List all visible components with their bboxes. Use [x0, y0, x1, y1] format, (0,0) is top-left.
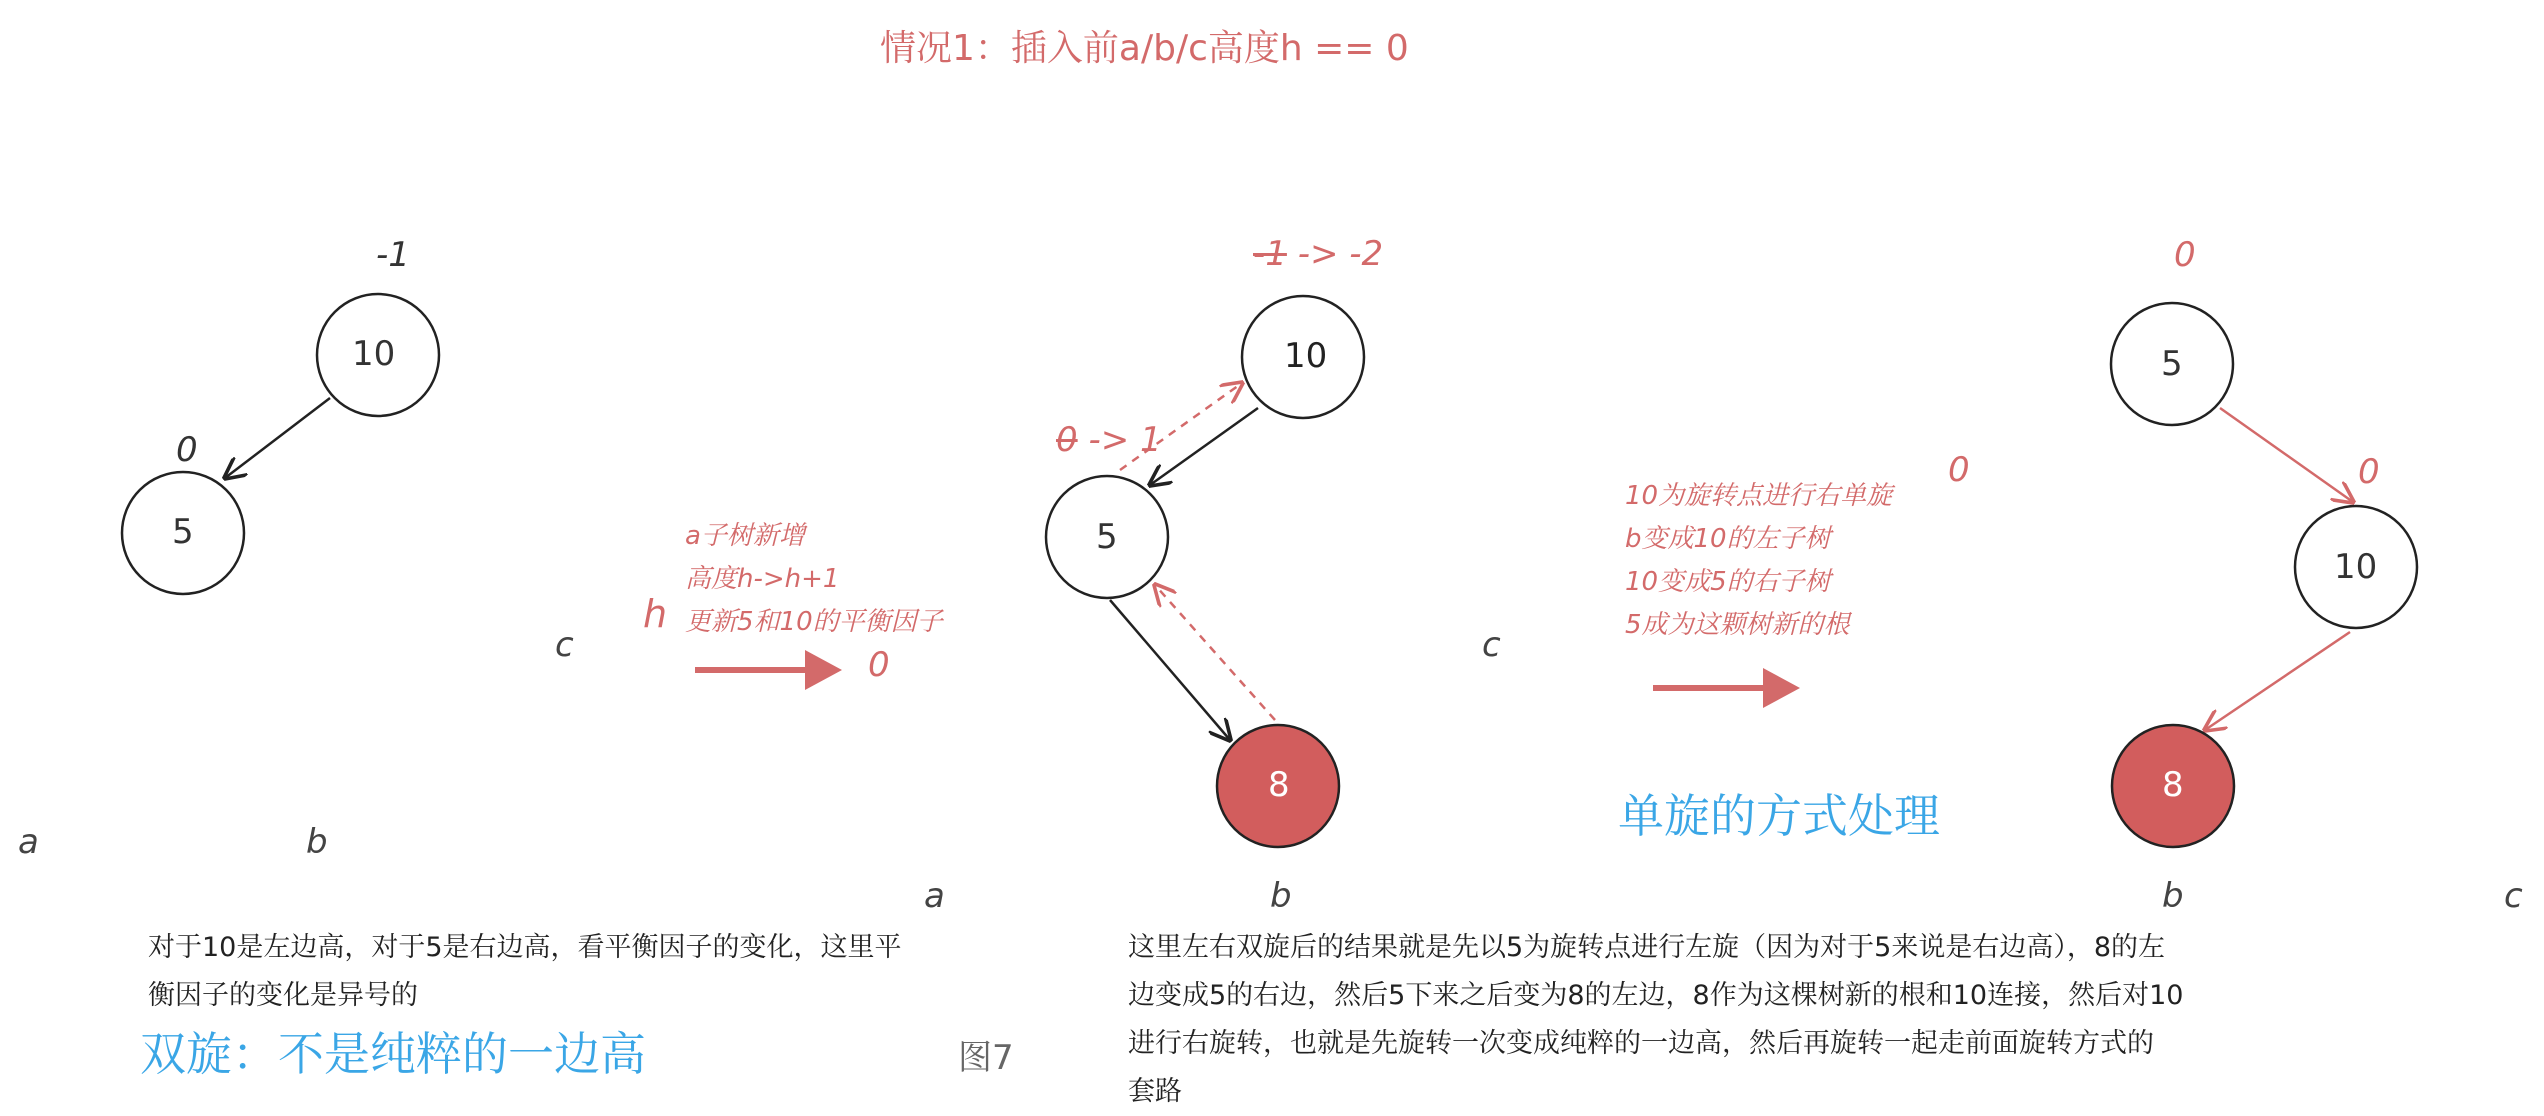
tree3-edge-10-8: [2205, 632, 2350, 730]
middle-note: [685, 515, 943, 644]
tree3-node-5-label: 5: [2161, 344, 2183, 384]
tree3-factor-5: 0: [2174, 235, 2196, 275]
tree3-label-c: c: [2504, 876, 2523, 916]
tree2-factor-10-old: -1: [1253, 234, 1287, 274]
bottom-left-line-2: 衡因子的变化是异号的: [148, 980, 418, 1011]
tree1-factor-10: -1: [376, 235, 410, 275]
tree2-dashed-8-5: [1155, 585, 1275, 720]
diagram-title: 情况1：插入前a/b/c高度h == 0: [880, 28, 1409, 69]
tree3-label-b: b: [2162, 876, 2184, 916]
tree2-node-5-label: 5: [1096, 517, 1118, 557]
tree2-label-b: b: [1270, 876, 1292, 916]
middle-arrow-value: 0: [868, 645, 890, 685]
tree2-factor-5-old: 0: [1056, 420, 1078, 460]
right-note-line-1: 10为旋转点进行右单旋: [1625, 481, 1893, 511]
bottom-right-line-1: 这里左右双旋后的结果就是先以5为旋转点进行左旋（因为对于5来说是右边高），8的左: [1128, 932, 2166, 963]
tree2-edge-10-5: [1150, 408, 1258, 485]
tree3-factor-10: 0: [2358, 452, 2380, 492]
single-rotate-heading: 单旋的方式处理: [1618, 789, 1940, 843]
right-note-line-2: b变成10的左子树: [1625, 524, 1831, 554]
bottom-left-line-1: 对于10是左边高，对于5是右边高，看平衡因子的变化，这里平: [148, 932, 902, 963]
tree2-factor-5: [1056, 420, 1162, 460]
tree2-factor-10: [1253, 234, 1383, 274]
bottom-right-line-4: 套路: [1128, 1076, 1182, 1107]
bottom-right-line-2: 边变成5的右边，然后5下来之后变为8的左边，8作为这棵树新的根和10连接，然后对10: [1128, 980, 2184, 1011]
tree3-node-8-label: 8: [2162, 765, 2184, 805]
bottom-left-text: [148, 924, 902, 1020]
tree1-label-b: b: [306, 822, 328, 862]
right-note-value: 0: [1948, 450, 1970, 490]
middle-note-line-3: 更新5和10的平衡因子: [685, 607, 943, 637]
tree1-label-c: c: [555, 625, 574, 665]
tree1-node-10-label: 10: [352, 334, 396, 374]
bottom-right-text: [1128, 924, 2183, 1116]
tree2-factor-10-new: -> -2: [1286, 234, 1384, 274]
tree1-node-5-label: 5: [172, 512, 194, 552]
figure-label: 图7: [958, 1038, 1014, 1078]
tree3-node-10-label: 10: [2334, 547, 2378, 587]
tree2-label-c: c: [1482, 625, 1501, 665]
tree2-label-a: a: [924, 876, 945, 916]
bottom-right-line-3: 进行右旋转，也就是先旋转一次变成纯粹的一边高，然后再旋转一起走前面旋转方式的: [1128, 1028, 2154, 1059]
double-rotate-heading: 双旋：不是纯粹的一边高: [140, 1027, 646, 1081]
tree2-node-8-label: 8: [1268, 765, 1290, 805]
tree1-label-h: h: [643, 592, 668, 636]
tree1-label-a: a: [18, 822, 39, 862]
middle-arrow-head: [805, 650, 842, 690]
tree2-factor-5-new: -> 1: [1077, 420, 1162, 460]
middle-note-line-2: 高度h->h+1: [685, 564, 840, 594]
right-note-line-3: 10变成5的右子树: [1625, 567, 1831, 597]
tree1-edge-10-5: [225, 398, 330, 478]
tree2-edge-5-8: [1110, 600, 1230, 740]
tree1-factor-5: 0: [176, 430, 198, 470]
tree2-node-10-label: 10: [1284, 336, 1328, 376]
middle-note-line-1: a子树新增: [685, 521, 805, 551]
right-note-line-4: 5成为这颗树新的根: [1625, 610, 1850, 640]
tree3-edge-5-10: [2220, 408, 2353, 502]
right-arrow-head: [1763, 668, 1800, 708]
right-note: [1625, 475, 1892, 647]
